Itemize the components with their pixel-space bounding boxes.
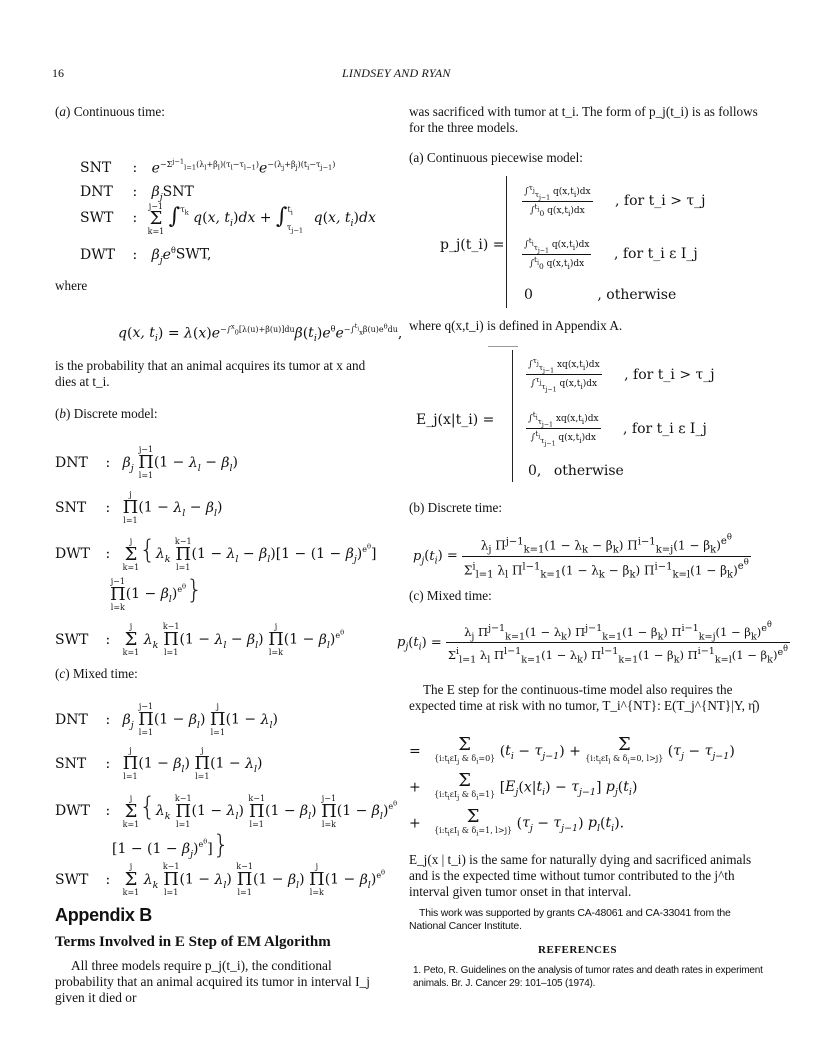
eq-sep: : [132,160,138,177]
eq-disc-swt: SWT : j Σ k=1 $\lambda_k$ k−1 Π l=1 $(1 - \lambda_l - \beta_l)$ j Π l=k $(1 - \beta_l)^{e^\theta}$ [55,622,345,657]
pj-case-2: $\frac{\int^{t_i}_{\tau_{j-1}} q(x,t_i)dx}{\int^{t_i}_0 q(x,t_i)dx}$ , for t_i ε I_j [524,236,698,272]
eq-cont-snt: SNT : $e^{-\Sigma^{j-1}_{l=1}(\lambda_l+\beta_l)(\tau_l-\tau_{l-1})}e^{-(\lambda_j+\beta_j)(t_i-\tau_{j-1})}$ [80,157,336,177]
eq-label: SWT [80,210,114,226]
ej-description: E_j(x | t_i) is the same for naturally dying and sacrificed animals and is the expected time without tumor contributed to the j^th interval given tumor onset in that interval. [409,852,752,900]
pj-case-3-expr: 0 [524,287,533,303]
eq-label: SWT [55,631,89,648]
ej-case-2: $\frac{\int^{t_i}_{\tau_{j-1}} xq(x,t_i)dx}{\int^{t_i}_{\tau_{j-1}} q(x,t_i)dx}$ , for t_i ε I_j [528,410,707,448]
eq-label: DNT [55,454,88,471]
mixed-equation: $p_j(t_i)$ = $\frac{\lambda_j \Pi^{j-1}_{k=1}(1 - \lambda_k) \Pi^{j-1}_{k=1}(1 - \beta_k) \Pi^{i-1}_{k=j}(1 - \beta_k)^{e^\theta}}{\Sigma^i_{l=1} \lambda_l \Pi^{l-1}_{k=1}(1 - \lambda_k) \Pi^{l-1}_{k=1}(1 - \beta_k) \Pi^{i-1}_{k=l}(1 - \beta_k)^{e^\theta}}$ [397,620,788,666]
q-reference: where q(x,t_i) is defined in Appendix A. [409,318,623,333]
eq-disc-dwt: DWT : j Σ k=1 {$\lambda_k$ k−1 Π l=1 $(1 - \lambda_l - \beta_l)[1 - (1 - \beta_j)^{e^\theta}]$ [55,535,377,572]
estep-line-1: = Σ {$i:t_i\varepsilon I_j$ & $\delta_i=0$} $(t_i - \tau_{j-1})$ + Σ {$i:t_i\varepsilon I_l$ & $\delta_i=0$, l>j} $(\tau_j - \tau_{j-1})$ [409,734,735,766]
eq-label: SNT [80,160,112,177]
continuous-heading: (a) Continuous time: [55,104,165,119]
q-description: is the probability that an animal acquires its tumor at x and dies at t_i. [55,358,366,390]
pj-case-1-cond: , for t_i > τ_j [615,192,706,209]
ej-brace [512,350,521,482]
eq-label: DNT [55,711,88,728]
eq-sep: : [132,210,138,226]
mixed-heading-left: (c) Mixed time: [55,666,138,681]
disc-equation: $p_j(t_i)$ = $\frac{\lambda_j \Pi^{j-1}_{k=1}(1 - \lambda_k - \beta_k) \Pi^{i-1}_{k=j}(1 - \beta_k)^{e^\theta}}{\Sigma^i_{l=1} \lambda_l \Pi^{l-1}_{k=1}(1 - \lambda_k - \beta_k) \Pi^{i-1}_{k=l}(1 - \beta_k)^{e^\theta}}$ [413,532,749,581]
eq-mixed-snt: SNT : j Π l=1 $(1 - \beta_l)$ j Π l=1 $(1 - \lambda_l)$ [55,746,263,781]
ej-case-3 [528,463,624,479]
where-label: where [55,278,88,293]
eq-label: SWT [55,871,89,888]
eq-disc-dnt: DNT : $\beta_j$ j−1 Π l=1 $(1 - \lambda_l - \beta_l)$ [55,445,238,480]
right-intro: was sacrificed with tumor at t_i. The form of p_j(t_i) is as follows for the three models. [409,104,758,136]
eq-label: DNT [80,184,113,200]
eq-mixed-dnt: DNT : $\beta_j$ j−1 Π l=1 $(1 - \beta_l)$ j Π l=1 $(1 - \lambda_l)$ [55,702,278,737]
eq-cont-dnt: DNT : $\beta_jSNT$ [80,184,194,203]
ej-rule [488,346,518,347]
eq-label: DWT [55,546,90,562]
references-heading: REFERENCES [538,944,617,956]
discrete-heading: (b) Discrete model: [55,406,158,421]
page-number: 16 [52,66,64,80]
eq-label: SNT [55,499,87,516]
ej-lhs: E_j(x|t_i) = [416,412,495,428]
ej-case-1: $\frac{\int^{\tau_j}_{\tau_{j-1}} xq(x,t_i)dx}{\int^{\tau_j}_{\tau_{j-1}} q(x,t_i)dx}$ , for t_i > τ_j [528,356,715,394]
reference-item: 1. Peto, R. Guidelines on the analysis of tumor rates and death rates in experiment animals. Br. J. Cancer 29: 101–105 (1974). [413,965,763,989]
eq-label: SNT [55,755,87,772]
eq-sep: : [132,184,138,200]
estep-line-3: + Σ {$i:t_i\varepsilon I_l$ & $\delta_i=1$, l>j} $(\tau_j - \tau_{j-1})$ $p_l(t_i)$. [409,806,625,838]
estep-line-2: + Σ {$i:t_i\varepsilon I_j$ & $\delta_i=1$} $[E_j(x|t_i) - \tau_{j-1}]$ $p_j(t_i)$ [409,770,638,802]
running-title: LINDSEY AND RYAN [342,66,451,80]
eq-mixed-dwt-cont: $[1 - (1 - \beta_j)^{e^\theta}]$} [112,830,230,860]
eq-disc-dwt-cont: j−1 Π l=k $(1 - \beta_l)^{e^\theta}$} [110,575,203,612]
estep-text: The E step for the continuous-time model also requires the expected time at risk with no tumor, T_i^{NT}: E(T_j^{NT}|Y, η̂) [409,682,760,714]
eq-mixed-dwt: DWT : j Σ k=1 {$\lambda_k$ k−1 Π l=1 $(1 - \lambda_l)$ k−1 Π l=1 $(1 - \beta_l)$ j−1 Π l=k $(1 - \beta_l)^{e^\theta}$ [55,792,398,829]
eq-mixed-swt: SWT : j Σ k=1 $\lambda_k$ k−1 Π l=1 $(1 - \lambda_l)$ k−1 Π l=1 $(1 - \beta_l)$ j Π l=k $(1 - \beta_l)^{e^\theta}$ [55,862,386,897]
ej-case-3-expr: 0, [528,463,542,479]
pj-case-3-cond: , otherwise [597,287,677,303]
eq-disc-snt: SNT : j Π l=1 $(1 - \lambda_l - \beta_l)$ [55,490,223,525]
eq-label: DWT [80,246,115,263]
pj-case-2-cond: , for t_i ε I_j [613,245,698,262]
cont-piecewise-heading: (a) Continuous piecewise model: [409,150,583,165]
eq-sep: : [132,246,138,263]
ej-case-3-cond: otherwise [553,463,624,479]
pj-case-1: $\frac{\int^{\tau_j}_{\tau_{j-1}} q(x,t_i)dx}{\int^{t_i}_0 q(x,t_i)dx}$ , for t_i > τ_j [524,183,706,219]
appendix-title: Appendix B [55,905,153,925]
q-definition: q(x, $t_i) = \lambda(x)e^{-\int^x_0[\lambda(u)+\beta(u)]du}\beta(t_i)e^\theta e^{-\int^{t_i}_x\beta(u)e^\theta du}$, [118,322,403,345]
appendix-subtitle: Terms Involved in E Step of EM Algorithm [55,934,331,950]
mixed-heading-right: (c) Mixed time: [409,588,492,603]
pj-lhs: p_j(t_i) = [440,237,505,253]
eq-cont-dwt: DWT : $\beta_je^\theta SWT$, [80,246,212,266]
appendix-text: All three models require p_j(t_i), the conditional probability that an animal acquired its tumor in interval I_j given it died or [55,958,370,1006]
funding-note: This work was supported by grants CA-48061 and CA-33041 from the National Cancer Institute. [409,907,731,932]
disc-heading-right: (b) Discrete time: [409,500,503,515]
ej-case-1-cond: , for t_i > τ_j [624,366,715,383]
eq-cont-swt: SWT : j−1 Σ k=1 ∫$^{\tau_k}$ q(x, $t_i)dx + \int^{t_i}_{\tau_{j-1}}$ q(x, $t_i)dx$ [80,202,376,236]
pj-brace [506,176,515,308]
ej-case-2-cond: , for t_i ε I_j [623,420,707,437]
pj-case-3 [524,287,676,303]
eq-label: DWT [55,803,90,819]
